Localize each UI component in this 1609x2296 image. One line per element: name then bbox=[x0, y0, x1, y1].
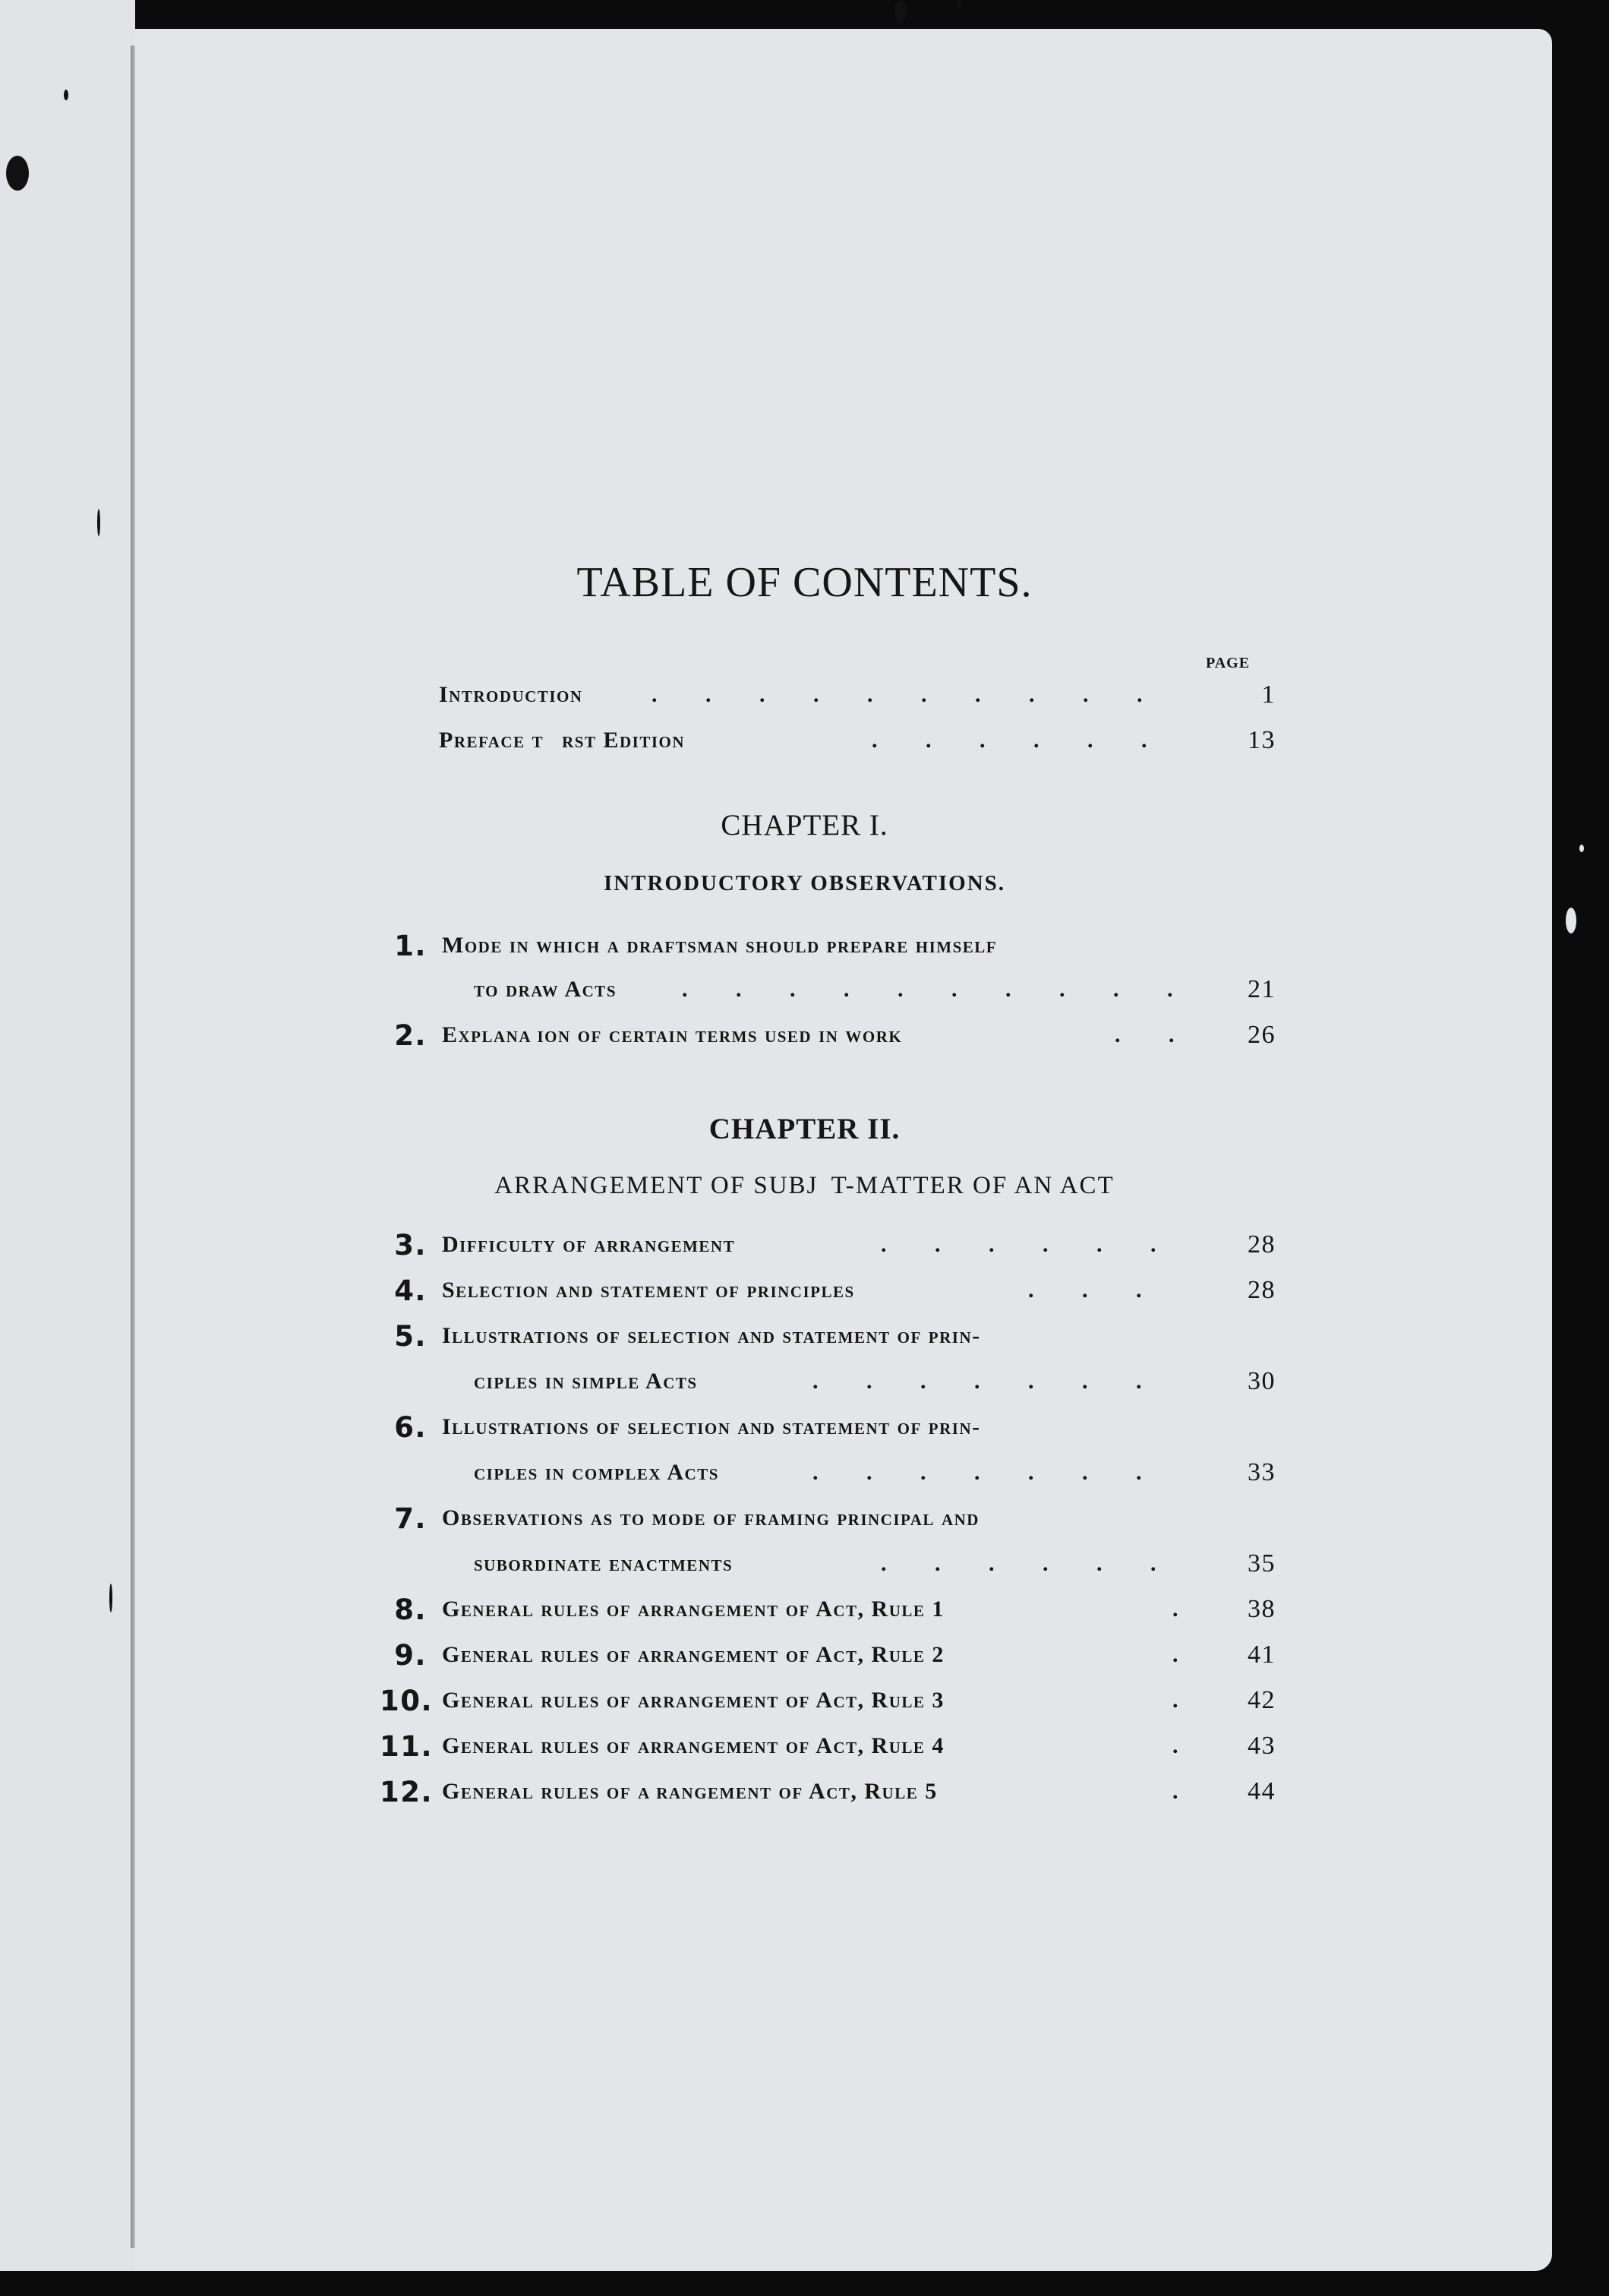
toc-entry[interactable] bbox=[380, 1639, 1276, 1682]
leader-dots: . . bbox=[1115, 1022, 1196, 1047]
toc-entry-label: to draw Acts bbox=[474, 977, 617, 1002]
toc-entry-label: Introduction bbox=[439, 682, 583, 707]
toc-entry-label: Selection and statement of principles bbox=[442, 1277, 855, 1303]
toc-page-number: 13 bbox=[1248, 726, 1276, 754]
toc-entry-label: General rules of a rangement of Act, Rule 5 bbox=[442, 1779, 938, 1804]
page-column-heading: PAGE bbox=[1206, 655, 1251, 671]
book-page bbox=[135, 29, 1552, 2271]
toc-entry[interactable] bbox=[380, 1502, 1276, 1545]
toc-page-number: 41 bbox=[1248, 1641, 1276, 1669]
toc-entry-continuation[interactable] bbox=[380, 1551, 1276, 1590]
toc-entry-label: Mode in which a draftsman should prepare himself bbox=[442, 933, 998, 958]
toc-page-number: 42 bbox=[1248, 1686, 1276, 1714]
toc-entry-label: Illustrations of selection and statement of prin- bbox=[442, 1323, 981, 1348]
toc-page-number: 26 bbox=[1248, 1021, 1276, 1049]
toc-page-number: 21 bbox=[1248, 975, 1276, 1003]
toc-page-number: 33 bbox=[1248, 1458, 1276, 1486]
scan-speck bbox=[1566, 908, 1576, 933]
section-number: 4. bbox=[394, 1274, 427, 1307]
leader-dots: . . . . . . . . . . bbox=[651, 682, 1164, 707]
leader-dots: . bbox=[1172, 1779, 1200, 1804]
section-number: 12. bbox=[380, 1776, 434, 1808]
toc-page-number: 35 bbox=[1248, 1549, 1276, 1578]
section-number: 8. bbox=[394, 1593, 427, 1626]
toc-entry-introduction[interactable] bbox=[380, 682, 1276, 722]
leader-dots: . bbox=[1172, 1642, 1200, 1667]
section-number: 1. bbox=[394, 930, 427, 962]
toc-entry-continuation[interactable] bbox=[380, 977, 1276, 1016]
scan-speck bbox=[957, 0, 961, 9]
toc-entry-label: Explana ion of certain terms used in work bbox=[442, 1022, 903, 1047]
toc-entry[interactable] bbox=[380, 1593, 1276, 1636]
toc-entry[interactable] bbox=[380, 1019, 1276, 1062]
leader-dots: . bbox=[1172, 1688, 1200, 1713]
leader-dots: . . . bbox=[1028, 1277, 1163, 1303]
toc-entry-label: subordinate enactments bbox=[474, 1551, 734, 1576]
section-number: 2. bbox=[394, 1019, 427, 1052]
toc-entry[interactable] bbox=[380, 1320, 1276, 1363]
section-number: 3. bbox=[394, 1229, 427, 1262]
leader-dots: . bbox=[1172, 1733, 1200, 1758]
toc-page-number: 43 bbox=[1248, 1732, 1276, 1760]
leader-dots: . . . . . . bbox=[881, 1232, 1178, 1257]
toc-entry-label: General rules of arrangement of Act, Rule 3 bbox=[442, 1688, 945, 1713]
scan-speck bbox=[97, 509, 100, 536]
toc-entry[interactable] bbox=[380, 1776, 1276, 1818]
toc-page-number: 44 bbox=[1248, 1777, 1276, 1805]
scan-speck bbox=[894, 0, 907, 23]
toc-entry-label: General rules of arrangement of Act, Rule 4 bbox=[442, 1733, 945, 1758]
leader-dots: . . . . . . . bbox=[812, 1369, 1163, 1394]
toc-entry[interactable] bbox=[380, 1730, 1276, 1773]
chapter-subheading: INTRODUCTORY OBSERVATIONS. bbox=[603, 871, 1006, 895]
toc-entry-label: ciples in complex Acts bbox=[474, 1460, 719, 1485]
page-title: TABLE OF CONTENTS. bbox=[576, 559, 1033, 606]
leader-dots: . . . . . . bbox=[881, 1551, 1178, 1576]
toc-entry[interactable] bbox=[380, 1274, 1276, 1317]
toc-page-number: 28 bbox=[1248, 1230, 1276, 1259]
chapter-subheading: ARRANGEMENT OF SUBJ T-MATTER OF AN ACT bbox=[494, 1172, 1115, 1199]
section-number: 11. bbox=[380, 1730, 434, 1763]
toc-entry[interactable] bbox=[380, 1411, 1276, 1454]
leader-dots: . . . . . . bbox=[872, 728, 1169, 753]
toc-entry-label: Preface t rst Edition bbox=[439, 728, 686, 753]
section-number: 10. bbox=[380, 1685, 434, 1717]
chapter-heading: CHAPTER I. bbox=[721, 809, 888, 842]
section-number: 6. bbox=[394, 1411, 427, 1444]
section-number: 5. bbox=[394, 1320, 427, 1353]
toc-entry-label: Observations as to mode of framing principal and bbox=[442, 1505, 980, 1530]
toc-entry-label: ciples in simple Acts bbox=[474, 1369, 698, 1394]
toc-entry-label: General rules of arrangement of Act, Rule 1 bbox=[442, 1596, 945, 1622]
toc-page-number: 38 bbox=[1248, 1595, 1276, 1623]
scan-speck bbox=[1579, 845, 1584, 852]
toc-entry-label: Illustrations of selection and statement of prin- bbox=[442, 1414, 981, 1439]
toc-page-number: 30 bbox=[1248, 1367, 1276, 1395]
toc-page-number: 1 bbox=[1261, 681, 1276, 709]
toc-page-number: 28 bbox=[1248, 1276, 1276, 1304]
scan-speck bbox=[64, 90, 68, 100]
section-number: 9. bbox=[394, 1639, 427, 1672]
leader-dots: . . . . . . . . . . bbox=[682, 977, 1194, 1002]
toc-entry[interactable] bbox=[380, 930, 1276, 972]
leader-dots: . bbox=[1172, 1596, 1200, 1622]
toc-entry-label: General rules of arrangement of Act, Rule 2 bbox=[442, 1642, 945, 1667]
toc-entry-label: Difficulty of arrangement bbox=[442, 1232, 736, 1257]
toc-entry-preface[interactable] bbox=[380, 728, 1276, 767]
toc-entry[interactable] bbox=[380, 1685, 1276, 1727]
section-number: 7. bbox=[394, 1502, 427, 1535]
toc-entry[interactable] bbox=[380, 1229, 1276, 1271]
toc-entry-continuation[interactable] bbox=[380, 1460, 1276, 1499]
chapter-heading: CHAPTER II. bbox=[708, 1113, 901, 1145]
leader-dots: . . . . . . . bbox=[812, 1460, 1163, 1485]
toc-entry-continuation[interactable] bbox=[380, 1369, 1276, 1408]
scan-speck bbox=[6, 156, 29, 191]
scan-speck bbox=[109, 1584, 112, 1612]
